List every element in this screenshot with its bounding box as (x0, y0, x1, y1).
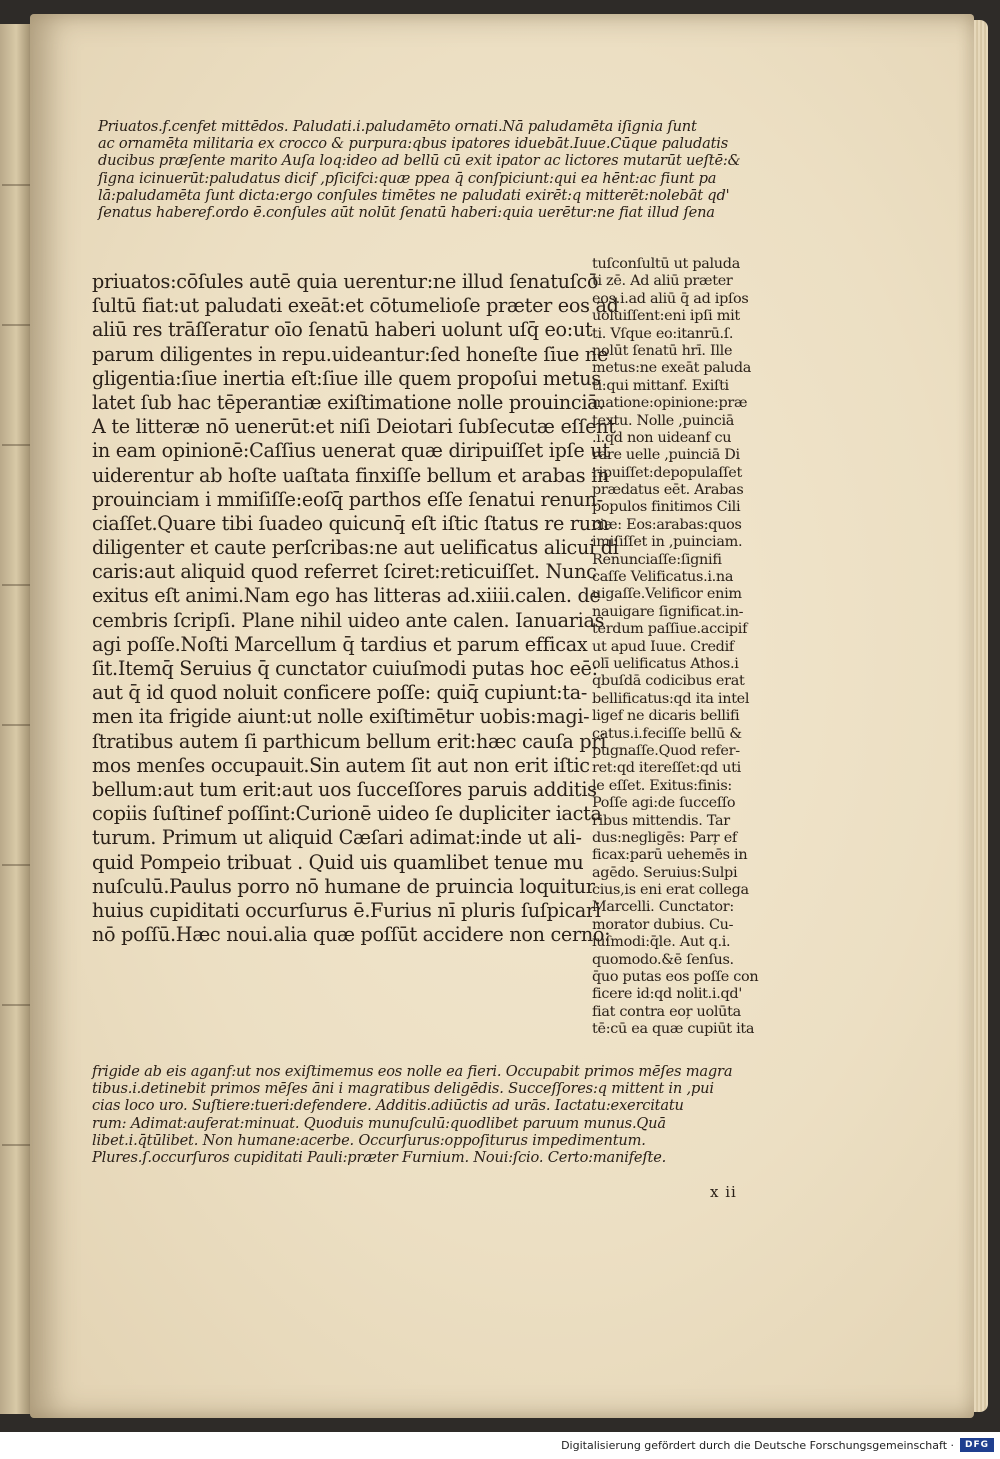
main-text-line: cembris ſcripſi. Plane nihil uideo ante calen. Ianuarias (92, 608, 605, 632)
gloss-line: agēdo. Seruius:Sulpi (592, 864, 738, 881)
main-text-line: priuatos:cōſules autē quia uerentur:ne illud ſenatuſcō (92, 270, 599, 293)
main-text-line: bellum:aut tum erit:aut uos ſucceſſores paruis additis (92, 777, 597, 801)
gloss-line: prædatus eēt. Arabas (592, 482, 744, 499)
main-text-line: ſultū fiat:ut paludati exeāt:et cōtumelioſe præter eos ad (92, 294, 619, 318)
commentary-line: ſenatus haberef.ordo ē.conſules aūt nolūt ſenatū haberi:quia uerētur:ne fiat illud ſena (98, 203, 715, 221)
funding-notice: Digitalisierung gefördert durch die Deutsche Forschungsgemeinschaft · (561, 1439, 954, 1452)
gloss-line: Poſſe agi:de ſucceſſo (592, 795, 736, 812)
gloss-line: rare uelle ,puinciā Di (592, 447, 740, 464)
commentary-line: libet.i.q̄tūlibet. Non humane:acerbe. Occurſurus:oppoſiturus impedimentum. (92, 1131, 646, 1149)
gloss-line: ut apud Iuue. Credif (592, 638, 734, 655)
gloss-line: terdum paſſiue.accipif (592, 621, 748, 638)
gloss-line: iuſmodi:q̄le. Aut q.i. (592, 934, 731, 951)
gloss-line: populos finitimos Cili (592, 499, 741, 516)
commentary-line: Plures.ſ.occurſuros cupiditati Pauli:præter Furnium. Noui:ſcio. Certo:manifeſte. (92, 1148, 667, 1166)
gloss-line: ligef ne dicaris bellifi (592, 708, 740, 725)
gloss-line: Renunciaſſe:ſignifi (592, 551, 722, 568)
commentary-top-block (98, 118, 788, 221)
gloss-line: ti. Vſque eo:itanrū.ſ. (592, 325, 734, 342)
gloss-line: nolūt ſenatū hrī. Ille (592, 342, 733, 359)
gloss-line: le eſſet. Exitus:finis: (592, 777, 732, 794)
main-text-line: parum diligentes in repu.uideantur:ſed honeſte ſiue ne (92, 342, 609, 366)
main-text-line: agi poſſe.Noſti Marcellum q̄ tardius et parum efficax (92, 632, 588, 656)
gloss-line: caſſe Velificatus.i.na (592, 569, 734, 586)
signature-mark: x ii (710, 1183, 737, 1201)
gloss-line: Marcelli. Cunctator: (592, 899, 734, 916)
main-text-line: ſtratibus autem ſi parthicum bellum erit:hæc cauſa pri (92, 729, 607, 753)
footer-bar (0, 1432, 1000, 1459)
gloss-line: ciæ: Eos:arabas:quos (592, 516, 742, 533)
gloss-line: q̄uo putas eos poſſe con (592, 969, 759, 986)
gloss-line: catus.i.feciſſe bellū & (592, 725, 742, 742)
main-text-line: caris:aut aliquid quod referret ſciret:reticuiſſet. Nunc (92, 560, 597, 584)
dfg-logo: DFG (960, 1438, 994, 1452)
main-text-line: latet ſub hac tēperantiæ exiſtimatione nolle prouinciā. (92, 390, 605, 414)
gloss-line: ripuiſſet:depopulaſſet (592, 464, 742, 481)
gloss-line: dus:negligēs: Parŗ ef (592, 829, 737, 846)
main-text-line: aut q̄ id quod noluit conficere poſſe: quiq̄ cupiunt:ta- (92, 681, 588, 705)
gloss-line: tē:cū ea quæ cupiūt ita (592, 1021, 755, 1038)
gloss-line: ti:qui mittanf. Exiſti (592, 377, 729, 394)
commentary-line: ducibus præſente marito Auſa loq:ideo ad bellū cū exit ipator ac lictores mutarūt ueſtē:& (98, 152, 741, 170)
gloss-line: uigaſſe.Velificor enim (592, 586, 742, 603)
main-text-line: uiderentur ab hoſte uaſtata finxiſſe bellum et arabas in (92, 463, 610, 487)
main-text-line: nuſculū.Paulus porro nō humane de pruincia loquitur (92, 874, 595, 898)
commentary-line: lā:paludamēta ſunt dicta:ergo conſules timētes ne paludati exirēt:q mitterēt:nolebāt qd' (98, 186, 730, 204)
main-text-line: in eam opinionē:Caſſius uenerat quæ diripuiſſet ipſe ut (92, 439, 610, 463)
gloss-line: ficax:parū uehemēs in (592, 847, 748, 864)
gloss-line: ribus mittendis. Tar (592, 812, 730, 829)
gloss-line: ti zē. Ad aliū præter (592, 273, 733, 290)
commentary-line: cias loco uro. Suſtiere:tueri:defendere. Additis.adiūctis ad urās. Iactatu:exercitatu (92, 1097, 684, 1115)
commentary-line: rum: Adimat:auferat:minuat. Quoduis munuſculū:quodlibet paruum munus.Quā (92, 1114, 666, 1132)
main-text-block (92, 270, 619, 947)
main-text-line: quid Pompeio tribuat . Quid uis quamlibet tenue mu (92, 850, 584, 874)
main-text-line: turum. Primum ut aliquid Cæſari adimat:inde ut ali- (92, 826, 582, 850)
gloss-line: nauigare ſignificat.in- (592, 603, 744, 620)
main-text-line: ciaſſet.Quare tibi ſuadeo quicunq̄ eſt iſtic ſtatus re rum (92, 511, 609, 535)
gloss-line: olī uelificatus Athos.i (592, 655, 739, 672)
gloss-line: metus:ne exeāt paluda (592, 360, 752, 377)
main-text-line: huius cupiditati occurſurus ē.Furius nī pluris ſuſpicari (92, 898, 601, 922)
marginal-gloss-column (592, 256, 782, 1039)
gloss-line: imiſiſſet in ,puinciam. (592, 534, 743, 551)
gloss-line: matione:opinione:præ (592, 395, 748, 412)
main-text-line: prouinciam i mmiſiſſe:eoſq̄ parthos eſſe ſenatui renun- (92, 487, 603, 511)
gloss-line: qbuſdā codicibus erat (592, 673, 745, 690)
main-text-line: men ita frigide aiunt:ut nolle exiſtimētur uobis:magi- (92, 705, 590, 729)
main-text-line: diligenter et caute perſcribas:ne aut uelificatus alicui di (92, 536, 619, 560)
commentary-line: Priuatos.f.cenfet mittēdos. Paludati.i.paludamēto ornati.Nā paludamēta iſignia ſunt (98, 118, 697, 135)
gloss-line: textu. Nolle ,puinciā (592, 412, 735, 429)
main-text-line: aliū res trāſſeratur oīo ſenatū haberi uolunt uſq̄ eo:ut (92, 318, 593, 342)
gloss-line: morator dubius. Cu- (592, 916, 734, 933)
gloss-line: ficere id:qd nolit.i.qd' (592, 986, 742, 1003)
gloss-line: quomodo.&ē ſenſus. (592, 951, 734, 968)
gloss-line: eos.i.ad aliū q̄ ad ipſos (592, 290, 749, 307)
commentary-line: ſigna icinuerūt:paludatus dicif ,pſicifci:quæ ppea q̄ conſpiciunt:qui ea hēnt:ac fiunt pa (98, 169, 717, 187)
main-text-line: nō poſſū.Hæc noui.alia quæ poſſūt accidere non cerno: (92, 923, 611, 947)
main-text-line: exitus eſt animi.Nam ego has litteras ad.xiiii.calen. de (92, 584, 601, 608)
gloss-line: pugnaſſe.Quod refer- (592, 742, 740, 759)
main-text-line: A te litteræ nō uenerūt:et niſi Deiotari ſubſecutæ eſſent (92, 415, 616, 439)
commentary-line: ac ornamēta militaria ex crocco & purpura:qbus ipatores iduebāt.Iuue.Cūque paludatis (98, 135, 729, 153)
main-text-line: gligentia:ſiue inertia eſt:ſiue ille quem propoſui metus (92, 366, 601, 390)
main-text-line: ſit.Itemq̄ Seruius q̄ cunctator cuiuſmodi putas hoc eē: (92, 657, 598, 680)
commentary-line: frigide ab eis aganf:ut nos exiſtimemus eos nolle ea fieri. Occupabit primos mēſes magra (92, 1063, 733, 1080)
gloss-line: bellificatus:qd ita intel (592, 690, 750, 707)
gloss-line: cius,is eni erat collega (592, 882, 749, 899)
gloss-line: uoluiſſent:eni ipſi mit (592, 308, 740, 325)
main-text-line: copiis ſuſtinef poſſint:Curionē uideo ſe dupliciter iacta (92, 802, 602, 826)
commentary-line: tibus.i.detinebit primos mēſes āni i magratibus deligēdis. Succeſſores:q mittent in ,pui (92, 1080, 714, 1098)
gloss-line: fiat contra eoŗ uolūta (592, 1003, 741, 1020)
main-text-line: mos menſes occupauit.Sin autem ſit aut non erit iſtic (92, 753, 590, 777)
gloss-line: ret:qd itereſſet:qd uti (592, 760, 741, 777)
gloss-line: tuſconſultū ut paluda (592, 256, 740, 272)
gloss-line: .i.qd non uideanf cu (592, 429, 732, 446)
commentary-bottom-block (92, 1063, 782, 1166)
